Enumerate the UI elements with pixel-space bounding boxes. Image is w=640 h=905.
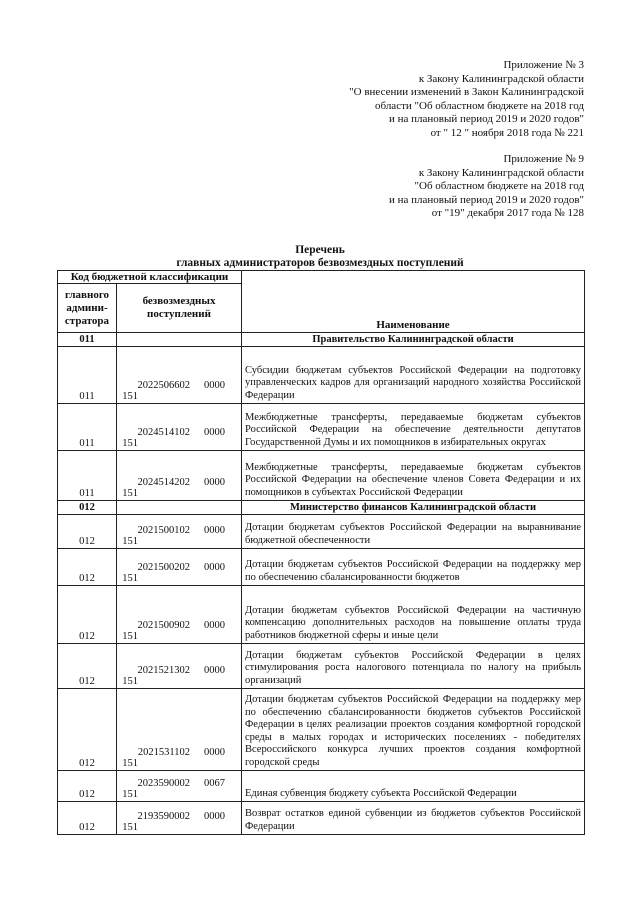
administrator-code: 011 bbox=[58, 333, 117, 347]
header-line: "О внесении изменений в Закон Калининградской bbox=[349, 86, 584, 98]
administrator-code: 012 bbox=[58, 515, 117, 549]
revenue-code-part: 151 bbox=[122, 631, 138, 642]
revenue-code bbox=[117, 549, 242, 586]
table-row bbox=[58, 771, 585, 802]
revenue-code-part: 0000 bbox=[204, 665, 225, 676]
revenue-code-part: 2193590002 bbox=[137, 811, 190, 822]
header-line: к Закону Калининградской области bbox=[418, 166, 584, 179]
name-column-header: Наименование bbox=[242, 271, 585, 333]
revenue-code bbox=[117, 451, 242, 501]
appendix-9-header bbox=[389, 153, 584, 221]
revenue-name: Дотации бюджетам субъектов Российской Федерации на выравнивание бюджетной обеспеченности bbox=[242, 515, 585, 549]
revenue-code-part: 0000 bbox=[204, 811, 225, 822]
table-row bbox=[58, 451, 585, 501]
revenue-code bbox=[117, 347, 242, 404]
table-row bbox=[58, 347, 585, 404]
revenue-name: Межбюджетные трансферты, передаваемые бюджетам субъектов Российской Федерации на обеспечение членов Совета Федерации и их помощников в субъектах Российской Федерации bbox=[242, 451, 585, 501]
revenue-code bbox=[117, 802, 242, 835]
revenue-code-part: 0000 bbox=[204, 525, 225, 536]
revenue-code-part: 2022506602 bbox=[137, 380, 190, 391]
revenue-code-part: 2021500102 bbox=[137, 525, 190, 536]
revenue-code-part: 0000 bbox=[204, 427, 225, 438]
revenue-code-part: 151 bbox=[122, 536, 138, 547]
revenue-code-part: 151 bbox=[122, 573, 138, 584]
revenue-code-part: 2021521302 bbox=[137, 665, 190, 676]
header-line: и на плановый период 2019 и 2020 годов" bbox=[388, 193, 584, 206]
empty-cell bbox=[117, 501, 242, 515]
revenue-code-part: 151 bbox=[122, 822, 138, 833]
revenue-code-part: 151 bbox=[122, 391, 138, 402]
header-line: от "19" декабря 2017 года № 128 bbox=[431, 207, 584, 219]
empty-cell bbox=[117, 333, 242, 347]
administrator-code: 011 bbox=[58, 404, 117, 451]
table-row bbox=[58, 644, 585, 689]
revenue-code-part: 0000 bbox=[204, 477, 225, 488]
revenue-column-header: безвозмездных поступлений bbox=[117, 284, 242, 333]
revenue-code-part: 151 bbox=[122, 758, 138, 769]
administrator-code: 012 bbox=[58, 644, 117, 689]
table-row bbox=[58, 549, 585, 586]
revenue-code-part: 2024514102 bbox=[137, 427, 190, 438]
revenue-code-part: 151 bbox=[122, 789, 138, 800]
table-row bbox=[58, 515, 585, 549]
revenue-name: Дотации бюджетам субъектов Российской Федерации на поддержку мер по обеспечению сбалансированности бюджетов bbox=[242, 549, 585, 586]
header-line: Приложение № 3 bbox=[503, 59, 584, 71]
revenue-name: Возврат остатков единой субвенции из бюджетов субъектов Российской Федерации bbox=[242, 802, 585, 835]
revenue-code-part: 151 bbox=[122, 676, 138, 687]
table-row bbox=[58, 802, 585, 835]
revenue-code-part: 151 bbox=[122, 438, 138, 449]
administrator-code: 012 bbox=[58, 771, 117, 802]
revenue-code-part: 0067 bbox=[204, 778, 225, 789]
administrator-code: 011 bbox=[58, 451, 117, 501]
table-row bbox=[58, 689, 585, 771]
administrator-code: 011 bbox=[58, 347, 117, 404]
revenue-code-part: 2024514202 bbox=[137, 477, 190, 488]
revenue-name: Межбюджетные трансферты, передаваемые бюджетам субъектов Российской Федерации на обеспечение деятельности депутатов Государственной Думы и их помощников в избирательных округах bbox=[242, 404, 585, 451]
revenue-code-part: 0000 bbox=[204, 380, 225, 391]
administrators-table bbox=[57, 270, 585, 835]
revenue-code-part: 2021531102 bbox=[137, 747, 190, 758]
revenue-code-part: 151 bbox=[122, 488, 138, 499]
revenue-code-part: 0000 bbox=[204, 747, 225, 758]
revenue-code bbox=[117, 586, 242, 644]
administrator-code: 012 bbox=[58, 586, 117, 644]
classification-code-header: Код бюджетной классификации bbox=[58, 271, 242, 284]
header-line: от " 12 " ноября 2018 года № 221 bbox=[430, 126, 584, 139]
revenue-name: Дотации бюджетам субъектов Российской Федерации на частичную компенсацию дополнительных расходов на повышение оплаты труда работников бюджетной сферы и иные цели bbox=[242, 586, 585, 644]
table-body bbox=[58, 333, 585, 835]
page-subtitle: главных администраторов безвозмездных поступлений bbox=[176, 257, 464, 269]
revenue-name: Субсидии бюджетам субъектов Российской Федерации на подготовку управленческих кадров для организаций народного хозяйства Российской Федерации bbox=[242, 347, 585, 404]
revenue-name: Дотации бюджетам субъектов Российской Федерации на поддержку мер по обеспечению сбалансированности бюджетов субъектов Российской Федерации в целях реализации проектов создания комфортной городской среды в малых городах и исторических поселениях - победителях Всероссийского конкурса лучших проектов создания комфортной городской среды bbox=[242, 689, 585, 771]
section-row bbox=[58, 333, 585, 347]
revenue-code-part: 0000 bbox=[204, 620, 225, 631]
administrator-code: 012 bbox=[58, 689, 117, 771]
revenue-code-part: 0000 bbox=[204, 562, 225, 573]
revenue-code-part: 2023590002 bbox=[137, 778, 190, 789]
table-row bbox=[58, 404, 585, 451]
revenue-code bbox=[117, 404, 242, 451]
administrator-code: 012 bbox=[58, 549, 117, 586]
header-line: области "Об областном бюджете на 2018 год bbox=[375, 99, 584, 112]
administrator-name: Правительство Калининградской области bbox=[242, 333, 585, 347]
table-row bbox=[58, 586, 585, 644]
revenue-code bbox=[117, 644, 242, 689]
header-line: Приложение № 9 bbox=[503, 153, 584, 165]
revenue-code-part: 2021500202 bbox=[137, 562, 190, 573]
page-title: Перечень bbox=[295, 244, 345, 256]
administrator-name: Министерство финансов Калининградской области bbox=[242, 501, 585, 515]
revenue-code bbox=[117, 689, 242, 771]
section-row bbox=[58, 501, 585, 515]
appendix-3-header bbox=[349, 59, 584, 140]
revenue-code bbox=[117, 771, 242, 802]
revenue-code-part: 2021500902 bbox=[137, 620, 190, 631]
administrator-code: 012 bbox=[58, 501, 117, 515]
revenue-code bbox=[117, 515, 242, 549]
header-line: и на плановый период 2019 и 2020 годов" bbox=[388, 113, 584, 125]
administrator-code: 012 bbox=[58, 802, 117, 835]
revenue-name: Единая субвенция бюджету субъекта Российской Федерации bbox=[242, 771, 585, 802]
revenue-name: Дотации бюджетам субъектов Российской Федерации в целях стимулирования роста налогового потенциала по налогу на прибыль организаций bbox=[242, 644, 585, 689]
header-line: к Закону Калининградской области bbox=[418, 72, 584, 85]
administrator-column-header: главного админи- стратора bbox=[58, 284, 117, 333]
header-line: "Об областном бюджете на 2018 год bbox=[414, 180, 584, 192]
